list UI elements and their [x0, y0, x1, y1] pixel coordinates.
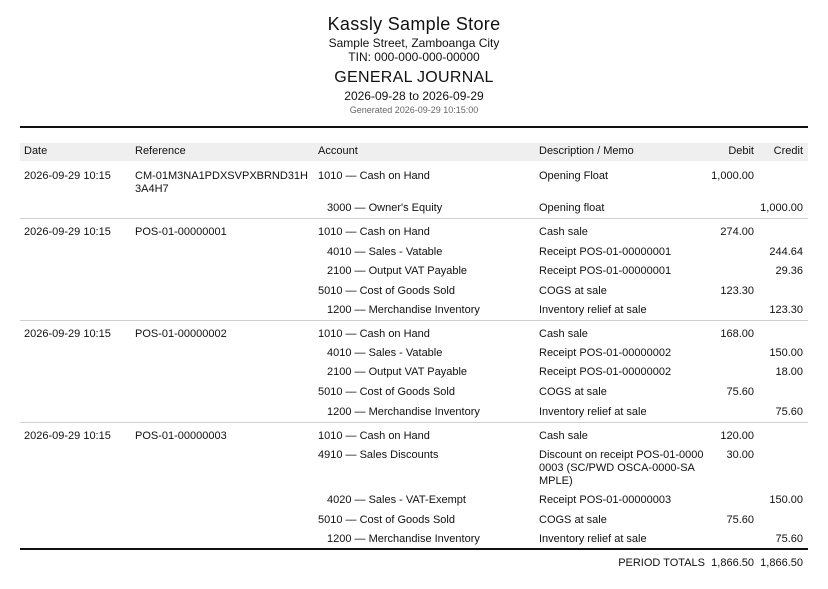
entry-separator — [20, 218, 808, 219]
column-header-description: Description / Memo — [539, 145, 634, 157]
column-header-account: Account — [318, 145, 358, 157]
line-credit: 18.00 — [775, 366, 803, 378]
entry-date: 2026-09-29 10:15 — [24, 328, 111, 340]
column-header-credit: Credit — [773, 145, 803, 157]
line-account: 1010 — Cash on Hand — [318, 430, 430, 442]
line-description: Opening Float — [539, 170, 609, 182]
line-description: Inventory relief at sale — [539, 304, 647, 316]
line-credit: 29.36 — [775, 265, 803, 277]
period-totals-label: PERIOD TOTALS — [618, 557, 705, 569]
line-account: 1010 — Cash on Hand — [318, 226, 430, 238]
period-totals-debit: 1,866.50 — [711, 557, 754, 569]
line-description: COGS at sale — [539, 285, 607, 297]
line-account: 3000 — Owner's Equity — [327, 202, 443, 214]
footer-divider — [20, 548, 808, 550]
entry-date: 2026-09-29 10:15 — [24, 170, 111, 182]
line-description: Receipt POS-01-00000003 — [539, 494, 672, 506]
line-debit: 120.00 — [720, 430, 754, 442]
line-description: Cash sale — [539, 226, 588, 238]
line-credit: 75.60 — [775, 406, 803, 418]
line-account: 2100 — Output VAT Payable — [327, 265, 468, 277]
line-debit: 75.60 — [726, 514, 754, 526]
report-title: GENERAL JOURNAL — [334, 69, 494, 86]
line-debit: 123.30 — [720, 285, 754, 297]
entry-reference: CM-01M3NA1PDXSVPXBRND31H3A4H7 — [135, 170, 308, 195]
line-credit: 244.64 — [769, 246, 803, 258]
entry-date: 2026-09-29 10:15 — [24, 226, 111, 238]
period-totals-credit: 1,866.50 — [760, 557, 803, 569]
line-credit: 150.00 — [769, 494, 803, 506]
line-debit: 30.00 — [726, 449, 754, 461]
line-account: 1200 — Merchandise Inventory — [327, 304, 480, 316]
line-description: Inventory relief at sale — [539, 533, 647, 545]
entry-separator — [20, 320, 808, 321]
line-debit: 75.60 — [726, 386, 754, 398]
line-debit: 1,000.00 — [711, 170, 754, 182]
line-description: Inventory relief at sale — [539, 406, 647, 418]
line-credit: 123.30 — [769, 304, 803, 316]
line-description: Receipt POS-01-00000002 — [539, 366, 672, 378]
column-header-debit: Debit — [728, 145, 754, 157]
line-account: 1200 — Merchandise Inventory — [327, 406, 480, 418]
store-tin: TIN: 000-000-000-00000 — [348, 50, 480, 64]
line-account: 2100 — Output VAT Payable — [327, 366, 468, 378]
line-description: Receipt POS-01-00000001 — [539, 265, 672, 277]
line-account: 4910 — Sales Discounts — [318, 449, 439, 461]
line-description: Opening float — [539, 202, 605, 214]
store-name: Kassly Sample Store — [327, 14, 501, 34]
entry-reference: POS-01-00000002 — [135, 328, 227, 340]
line-account: 4010 — Sales - Vatable — [327, 347, 443, 359]
entry-separator — [20, 422, 808, 423]
line-description: Discount on receipt POS-01-00000003 (SC/PWD OSCA-0000-SAMPLE) — [539, 449, 704, 487]
store-address: Sample Street, Zamboanga City — [328, 36, 500, 50]
line-account: 1010 — Cash on Hand — [318, 328, 430, 340]
line-account: 5010 — Cost of Goods Sold — [318, 285, 455, 297]
line-account: 1200 — Merchandise Inventory — [327, 533, 480, 545]
entry-reference: POS-01-00000003 — [135, 430, 227, 442]
line-description: Cash sale — [539, 430, 588, 442]
report-generated-timestamp: Generated 2026-09-29 10:15:00 — [349, 105, 479, 115]
line-description: COGS at sale — [539, 514, 607, 526]
line-account: 1010 — Cash on Hand — [318, 170, 430, 182]
line-description: COGS at sale — [539, 386, 607, 398]
line-description: Cash sale — [539, 328, 588, 340]
header-divider — [20, 126, 808, 128]
entry-reference: POS-01-00000001 — [135, 226, 227, 238]
report-date-range: 2026-09-28 to 2026-09-29 — [344, 89, 484, 103]
line-description: Receipt POS-01-00000001 — [539, 246, 672, 258]
line-description: Receipt POS-01-00000002 — [539, 347, 672, 359]
column-header-reference: Reference — [135, 145, 186, 157]
line-account: 5010 — Cost of Goods Sold — [318, 514, 455, 526]
line-account: 5010 — Cost of Goods Sold — [318, 386, 455, 398]
line-account: 4020 — Sales - VAT-Exempt — [327, 494, 466, 506]
line-debit: 168.00 — [720, 328, 754, 340]
line-debit: 274.00 — [720, 226, 754, 238]
line-credit: 150.00 — [769, 347, 803, 359]
line-credit: 1,000.00 — [760, 202, 803, 214]
column-header-date: Date — [24, 145, 48, 157]
entry-date: 2026-09-29 10:15 — [24, 430, 111, 442]
line-account: 4010 — Sales - Vatable — [327, 246, 443, 258]
line-credit: 75.60 — [775, 533, 803, 545]
